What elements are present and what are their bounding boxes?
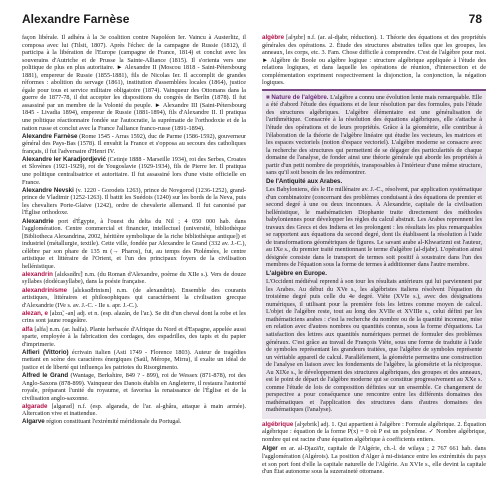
entry-alexandrin: alexandrin [alɛksɑ̃drɛ̃] n.m. (du Roman d'Alexandre, poème du XIIe s.). Vers de douze syllabes (dodécasyllabe), dans la poésie française. [22,270,246,286]
running-head-title: Alexandre Farnèse [22,12,130,26]
entry-alexandre-continued: façon libérale. Il adhéra à la 3e coalition contre Napoléon Ier. Vaincu à Austerlitz, il composa avec lui (Tilsit, 1807). Après l'échec de la campagne de Russie (1812), il participa à la libération de l'Europe (campagne de France, 1814) et conclut avec les souverains d'Autriche et de Prusse la Sainte-Alliance (1815). Il s'orienta vers une politique de plus en plus autoritaire. ► Alexandre II (Moscou 1818 - Saint-Pétersbourg 1881), empereur de Russie (1855-1881), fils de Nicolas Ier. Il accomplit de grandes réformes : abolition du servage (1861), institution d'assemblées locales (1864), justice égale pour tous et service militaire obligatoire (1874). Vainqueur des Ottomans dans la guerre de 1877-78, il dut accepter les dispositions du congrès de Berlin (1878). Il fut assassiné par un membre de la Volonté du peuple. ► Alexandre III (Saint-Pétersbourg 1845 - Livadia 1894), empereur de Russie (1881-1894), fils d'Alexandre II. Il pratiqua une politique réactionnaire fondée sur l'autocratie, la suprématie de l'orthodoxie et de la nation russe et conclut avec la France l'alliance franco-russe (1891-1894). [22,34,246,132]
entry-alger: Alger en ar. al-Djazā'ir, capitale de l'Algérie, ch.-l. de wilaya ; 2 767 661 hab. dans l'agglomération (Algérois). La position d'Alger à mi-distance entre les extrémités du pays et son port font d'elle la capitale naturelle de l'Algérie. Au XVIe s., elle devint la capitale d'un État autonome sous la suzeraineté ottomane. [262,445,486,476]
entry-alexandre-karadjordjevic: Alexandre Ier Karadjordjević (Cetinje 1888 - Marseille 1934), roi des Serbes, Croates et Slovènes (1921-1929), roi de Yougoslavie (1929-1934), fils de Pierre Ier. Il pratiqua une politique centralisatrice et autoritaire. Il fut assassiné lors d'une visite officielle en France. [22,155,246,186]
box-paragraph-nature: ■ Nature de l'algèbre. L'algèbre a connu une évolution lente mais remarquable. Elle a été d'abord l'étude des équations et de leur résolution par des formules, puis l'étude des structures algébriques. L'algèbre élémentaire est une généralisation de l'arithmétique. Consacrée à la résolution des équations algébriques, elle s'attache à l'étude des opérations et de leurs propriétés. Grâce à la géométrie, elle contribue à l'élaboration de la théorie de l'algèbre linéaire qui étudie les vecteurs, les matrices et les espaces vectoriels (notion d'espace vectoriel). L'algèbre moderne se consacre avec la recherche des structures qui permettent de se dégager des particularités de chaque domaine de l'analyse, de fonder ainsi une théorie générale qui aborde les propriétés à partir d'un petit nombre de propriétés, transposables à l'intérieur d'une même structure, sans qu'il soit besoin de les redémontrer. [266,93,483,177]
entry-alexandre-farnese: Alexandre Farnèse (Rome 1545 - Arras 1592), duc de Parme (1586-1592), gouverneur général des Pays-Bas (1578). Il envahit la France et s'opposa au secours des catholiques français, il fut l'adversaire d'Henri IV. [22,132,246,155]
box-heading-antiquite: De l'Antiquité aux Arabes. [266,177,343,185]
entry-alexandrinisme: alexandrinisme [alɛksɑ̃drinism] n.m. (de alexandrin). Ensemble des courants artistiques, littéraires et philosophiques qui caractérisent la civilisation grecque d'Alexandrie (IVe s. av. J.-C. - IIe s. apr. J.-C.). [22,286,246,309]
box-heading-europe: L'algèbre en Europe. [266,269,327,277]
algebra-encyclopedic-box [262,89,486,419]
entry-alfieri: Alfieri (Vittorio) écrivain italien (Asti 1749 - Florence 1803). Auteur de tragédies mettant en scène des caractères énergiques (Saül, Mérope, Mirra), il exalte un idéal de justice et de liberté qui influença les patriotes du Risorgimento. [22,348,246,371]
box-paragraph-antiquite: Les Babyloniens, dès le IIe millénaire av. J.-C., résolvent, par application systématique d'un combinatoire (concernant des problèmes conduisant à des équations de premier et second degré à une ou deux inconnues. À Alexandrie, capitale de la civilisation hellénistique, le mathématicien Diophante traite directement des méthodes babyloniennes pour développer les règles du calcul abstrait. Les Arabes reprennent les travaux des Grecs et des Indiens et les prolongent : les résultats les plus remarquables se rapportent aux équations du second degré, dont ils établissent la résolution à l'aide de transformations géométriques de figures. Le savant arabe al-Khwarizmi est l'auteur, au IXe s., du premier traité mentionnant le terme d'algèbre (al-djabr). L'opération ainsi désignée consiste dans le transport de termes soit positif à soustraire dans l'un des membres de l'équation sous la forme de termes à additionner dans l'autre membre. [266,185,482,269]
entry-algebrique: algébrique [alʒebrik] adj. 1. Qui appartient à l'algèbre : Formule algébrique. 2. Équation algébrique : équation de la forme P(x) = 0 où P est un polynôme. ✓ Nombre algébrique, nombre qui est racine d'une équation algébrique à coefficients entiers. [262,420,486,443]
left-column [22,34,246,490]
entry-algebre: algèbre [alʒɛbr] n.f. (ar. al-djabr, réduction). 1. Théorie des équations et des propriétés générales des opérations. 2. Étude des structures abstraites telles que les groupes, les anneaux, les corps, etc. 3. Fam. Chose difficile à comprendre. C'est de l'algèbre pour moi. ► Algèbre de Boole ou algèbre logique : structure algébrique appliquée à l'étude des relations logiques, et dans laquelle les opérations de réunion, d'intersection et de complémentation expriment respectivement la disjonction, la conjonction, la négation logiques. [262,34,486,87]
entry-alexandrie: Alexandrie port d'Égypte, à l'ouest du delta du Nil ; 4 050 000 hab. dans l'agglomération. Centre commercial et financier, intellectuel (université, bibliothèque [Bibliotheca Alexandrina, 2002, héritière symbolique de la riche bibliothèque antique]) et industriel (métallurgie, textile). Cette ville, fondée par Alexandre le Grand (332 av. J.-C.), célèbre par son phare de 135 m (→ Pharos), fut, au temps des Ptolémées, le centre artistique et littéraire de l'Orient, et l'un des principaux foyers de la civilisation hellénistique. [22,217,246,270]
entry-algarve: Algarve région constituant l'extrémité méridionale du Portugal. [22,418,182,426]
box-paragraph-europe: L'Occident médiéval reprend à son tour les résultats antérieurs qui lui parviennent par les Arabes. Au début du XVe s., les algébristes italiens résolvent l'équation du troisième degré puis celle du 4e degré. Viète (XVIe s.), avec des désignations numériques, il utilisant pour la première fois les lettres comme moyen de calcul. L'objet de l'algèbre reste, tout au long des XVIIe et XVIIIe s., celui défini par les mathématiciens arabes : c'est la recherche du nombre ou de la quantité inconnue, mise en relation avec d'autres nombres ou quantités connus, sous la forme d'équations. La satisfaction des lettres aux quantités numériques permet de formuler des problèmes généraux. C'est grâce au travail de François Viète, sous une forme de traduite à l'aide de symboles représentant les grandeurs traitées, que l'algèbre de symboles représente un véritable appareil de calcul. Parallèlement, la géométrie permettra une construction de l'analyse en liaison avec les fondements de l'algèbre, la géométrie et la réciproque. Au XIXe s., le développement des structures algébriques, des groupes et des anneaux, est le point de départ de l'algèbre moderne qui se constitue progressivement au XXe s. comme l'étude de lois de composition définies sur un ensemble. Ce changement de perspective a pour conséquence une rencontre entre les différents domaines des mathématiques et l'application des structures dans d'autres domaines des mathématiques (l'analyse). [266,278,482,414]
entry-alezan: alezan, e [alzɑ̃, -an] adj. et n. (esp. alazán, de l'ar.). Se dit d'un cheval dont la robe et les crins sont jaune rougeâtre. [22,309,246,325]
square-bullet-icon: ■ [266,93,270,101]
page-number: 78 [468,12,482,26]
entry-alexandre-nevski: Alexandre Nevski (v. 1220 - Gorodets 1263), prince de Novgorod (1236-1252), grand-prince de Vladimir (1252-1263). Il battit les Suédois (1240) sur les bords de la Neva, puis les chevaliers Porte-Glaive (1242), ordre de chevalerie allemand. Il fut canonisé par l'Église orthodoxe. [22,186,246,217]
entry-algarade: algarade [algarad] n.f. (esp. algarada, de l'ar. al-ghâra, attaque à main armée). Altercation vive et inattendue. [22,402,246,418]
entry-alfa: alfa [alfa] n.m. (ar. halfa). Plante herbacée d'Afrique du Nord et d'Espagne, appelée aussi sparte, employée à la fabrication des cordages, des espadrilles, des tapis et du papier d'imprimerie. [22,325,246,348]
entry-alfred-le-grand: Alfred le Grand (Wantage, Berkshire, 849 ? - 899), roi de Wessex (871-878), roi des Anglo-Saxons (878-899). Vainqueur des Danois établis en Angleterre, il restaura l'autorité royale, préparant l'unité du royaume, et favorisa la renaissance de l'Église et de la civilisation anglo-saxonne. [22,372,246,402]
right-column [262,34,486,490]
